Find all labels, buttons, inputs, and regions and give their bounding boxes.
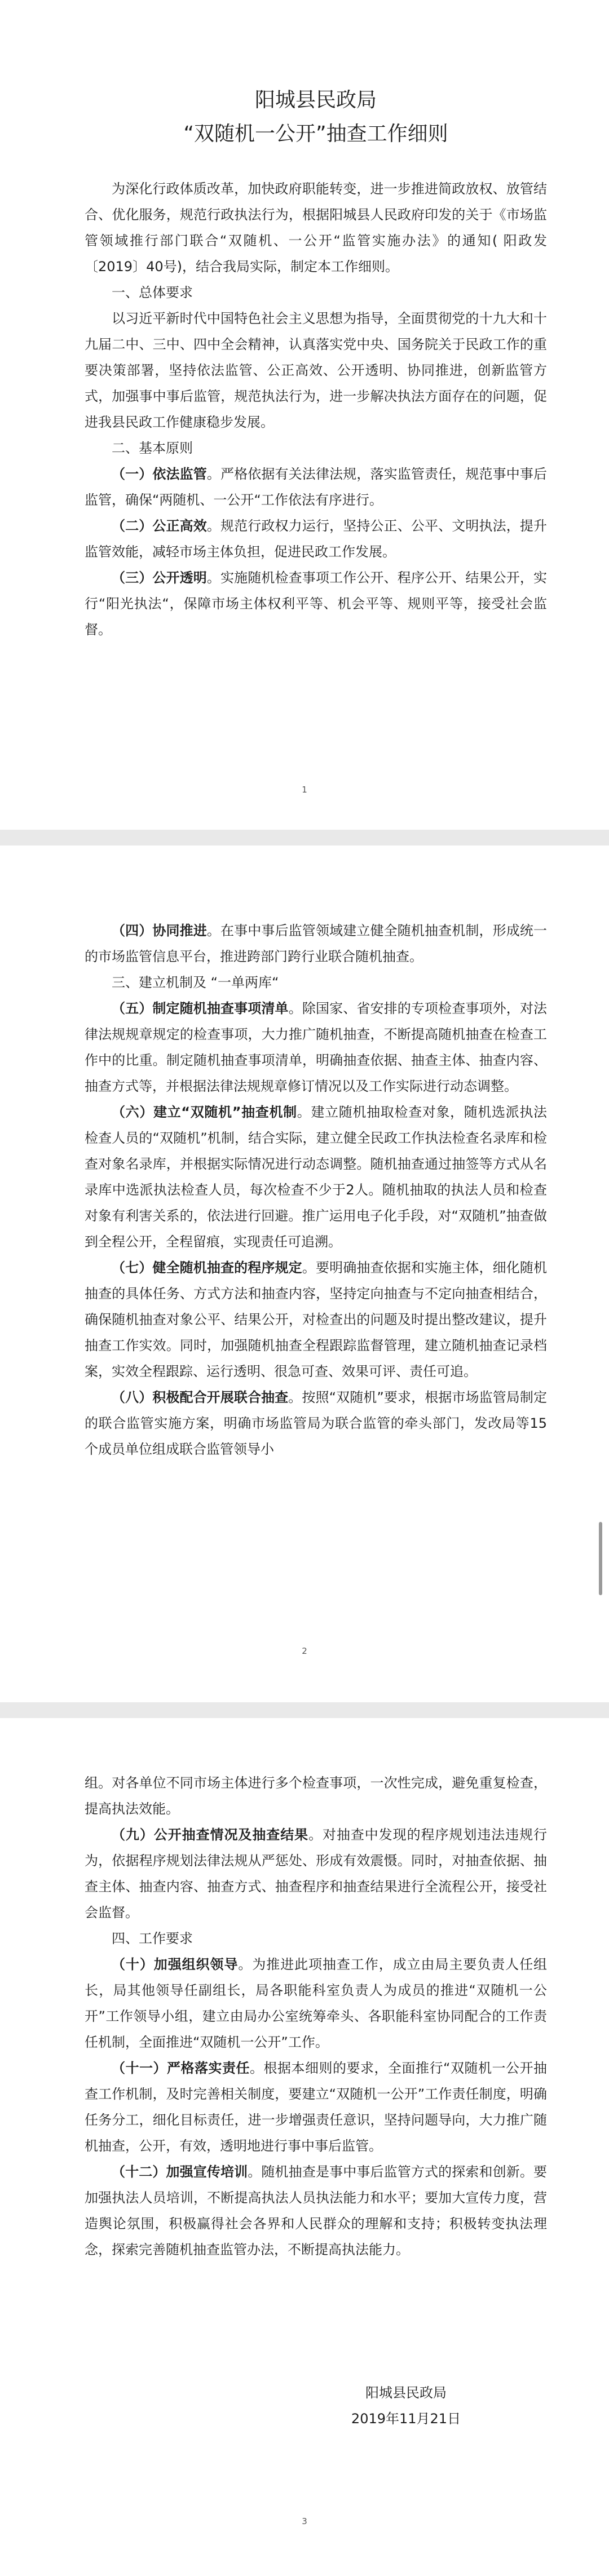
principle-item-1 <box>85 461 547 513</box>
requirement-item-10-text: 。为推进此项抽查工作，成立由局主要负责人任组长，局其他领导任副组长，局各职能科室负责人为成员的推进“双随机一公开”工作领导小组，建立由局办公室统筹牵头、各职能科室协同配合的工作责任机制，全面推进“双随机一公开”工作。 <box>85 1957 548 2050</box>
page-1-content <box>85 83 547 643</box>
document-title-line-2: “双随机一公开”抽查工作细则 <box>183 122 448 145</box>
mechanism-item-8-text: 。按照“双随机”要求，根据市场监管局制定的联合监管实施方案，明确市场监管局为联合监管的牵头部门，发改局等15个成员单位组成联合监管领导小 <box>85 1389 548 1457</box>
requirement-item-12-text: 。随机抽查是事中事后监管方式的探索和创新。要加强执法人员培训，不断提高执法人员执法能力和水平；要加大宣传力度，营造舆论氛围，积极赢得社会各界和人民群众的理解和支持；积极转变执法理念，探索完善随机抽查监管办法，不断提高执法能力。 <box>85 2164 548 2258</box>
mechanism-item-7-label: （七）健全随机抽查的程序规定 <box>112 1260 302 1276</box>
requirement-item-10-label: （十）加强组织领导 <box>112 1957 239 1972</box>
principle-item-2-label: （二）公正高效 <box>112 518 207 534</box>
principle-item-2-text: 。规范行政权力运行，坚持公正、公平、文明执法，提升监管效能，减轻市场主体负担，促进民政工作发展。 <box>85 518 548 560</box>
mechanism-item-7 <box>85 1255 547 1384</box>
signature-organization: 阳城县民政局 <box>365 2385 447 2401</box>
mechanism-item-7-text: 。要明确抽查依据和实施主体，细化随机抽查的具体任务、方式方法和抽查内容，坚持定向抽查与不定向抽查相结合，确保随机抽查对象公平、结果公开，对检查出的问题及时提出整改建议，提升抽查工作实效。同时，加强随机抽查全程跟踪监督管理，建立随机抽查记录档案，实效全程跟踪、运行透明、很急可查、效果可评、责任可追。 <box>85 1260 548 1379</box>
principle-item-1-text: 。严格依据有关法律法规，落实监管责任，规范事中事后监管，确保“两随机、一公开“工作依法有序进行。 <box>85 466 548 508</box>
document-page-1 <box>0 0 609 830</box>
principle-item-2 <box>85 513 547 565</box>
requirement-item-11-text: 。根据本细则的要求，全面推行“双随机一公开抽查工作机制，及时完善相关制度，要建立“双随机一公开”工作责任制度，明确任务分工，细化目标责任，进一步增强责任意识，坚持问题导向，大力推广随机抽查，公开，有效，透明地进行事中事后监管。 <box>85 2060 548 2154</box>
continued-paragraph: 组。对各单位不同市场主体进行多个检查事项，一次性完成，避免重复检查，提高执法效能。 <box>85 1775 547 1817</box>
requirement-item-12 <box>85 2159 547 2263</box>
page-number: 3 <box>302 2516 307 2526</box>
section-heading-2: 二、基本原则 <box>112 440 193 456</box>
intro-paragraph: 为深化行政体质改革，加快政府职能转变，进一步推进简政放权、放管结合、优化服务，规范行政执法行为，根据阳城县人民政府印发的关于《市场监管领域推行部门联合“双随机、一公开“监管实施办法》的通知( 阳政发〔2019〕40号)，结合我局实际，制定本工作细则。 <box>85 181 547 275</box>
document-page-2 <box>0 846 609 1702</box>
page-3-content <box>85 1770 547 2263</box>
principle-item-4-label: （四）协同推进 <box>112 923 207 939</box>
principle-item-3-text: 。实施随机检查事项工作公开、程序公开、结果公开，实行“阳光执法“，保障市场主体权利平等、机会平等、规则平等，接受社会监督。 <box>85 570 548 638</box>
mechanism-item-5 <box>85 995 547 1099</box>
principle-item-4 <box>85 918 547 970</box>
page-number: 2 <box>302 1646 307 1656</box>
page-2-content <box>85 918 547 1462</box>
mechanism-item-9-label: （九）公开抽查情况及抽查结果 <box>112 1827 309 1843</box>
mechanism-item-6-label: （六）建立“双随机”抽查机制 <box>112 1104 297 1120</box>
mechanism-item-6-text: 。建立随机抽取检查对象，随机选派执法检查人员的“双随机”机制，结合实际，建立健全民政工作执法检查名录库和检查对象名录库，并根据实际情况进行动态调整。随机抽查通过抽签等方式从名录库中选派执法检查人员，每次检查不少于2人。随机抽取的执法人员和检查对象有利害关系的，依法进行回避。推广运用电子化手段，对“双随机”抽查做到全程公开，全程留痕，实现责任可追溯。 <box>85 1104 548 1250</box>
principle-item-4-text: 。在事中事后监管领域建立健全随机抽查机制，形成统一的市场监管信息平台，推进跨部门跨行业联合随机抽查。 <box>85 923 548 964</box>
mechanism-item-8-label: （八）积极配合开展联合抽查 <box>112 1389 289 1405</box>
principle-item-1-label: （一）依法监管 <box>112 466 207 482</box>
scrollbar-thumb[interactable] <box>599 1522 602 1595</box>
mechanism-item-9-text: 。对抽查中发现的程序规划违法违规行为，依据程序规划法律法规从严惩处、形成有效震慑。同时，对抽查依据、抽查主体、抽查内容、抽查方式、抽查程序和抽查结果进行全流程公开，接受社会监督。 <box>85 1827 548 1920</box>
mechanism-item-9 <box>85 1822 547 1926</box>
section-1-paragraph: 以习近平新时代中国特色社会主义思想为指导，全面贯彻党的十九大和十九届二中、三中、四中全会精神，认真落实党中央、国务院关于民政工作的重要决策部署，坚持依法监管、公正高效、公开透明、协同推进，创新监管方式，加强事中事后监管，规范执法行为，进一步解决执法方面存在的问题，促进我县民政工作健康稳步发展。 <box>85 311 547 430</box>
signature-date: 2019年11月21日 <box>351 2411 461 2427</box>
document-title-line-1: 阳城县民政局 <box>254 88 377 112</box>
mechanism-item-5-text: 。除国家、省安排的专项检查事项外，对法律法规规章规定的检查事项，大力推广随机抽查，不断提高随机抽查在检查工作中的比重。制定随机抽查事项清单，明确抽查依据、抽查主体、抽查内容、抽查方式等，并根据法律法规规章修订情况以及工作实际进行动态调整。 <box>85 1001 548 1094</box>
mechanism-item-6 <box>85 1099 547 1255</box>
mechanism-item-8 <box>85 1384 547 1462</box>
mechanism-item-5-label: （五）制定随机抽查事项清单 <box>112 1001 289 1016</box>
section-heading-3: 三、建立机制及 “一单两库“ <box>112 975 279 990</box>
requirement-item-12-label: （十二）加强宣传培训 <box>112 2164 248 2180</box>
principle-item-3 <box>85 565 547 643</box>
page-number: 1 <box>302 785 307 795</box>
principle-item-3-label: （三）公开透明 <box>112 570 207 586</box>
requirement-item-11-label: （十一）严格落实责任 <box>112 2060 250 2076</box>
requirement-item-10 <box>85 1951 547 2055</box>
document-page-3 <box>0 1718 609 2576</box>
section-heading-4: 四、工作要求 <box>112 1931 193 1946</box>
requirement-item-11 <box>85 2055 547 2159</box>
section-heading-1: 一、总体要求 <box>112 285 193 300</box>
